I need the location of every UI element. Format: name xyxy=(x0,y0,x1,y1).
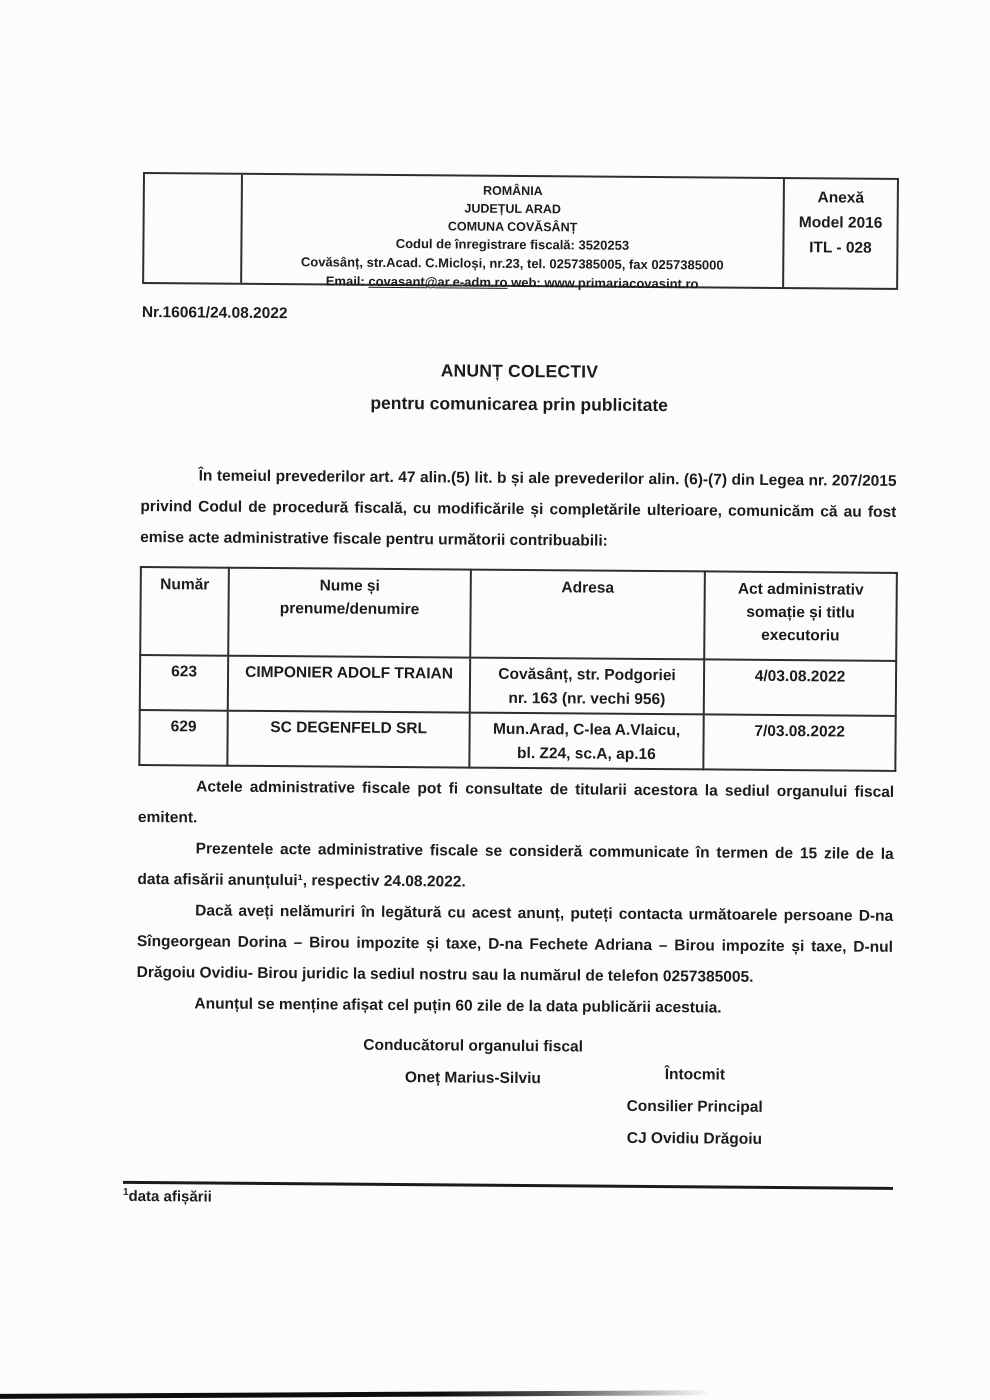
table-header-row xyxy=(140,567,897,661)
annex-code: ITL - 028 xyxy=(809,238,872,257)
table-row xyxy=(140,655,896,716)
table-header-numar: Număr xyxy=(140,567,229,656)
signature-right xyxy=(569,1058,820,1156)
table-header-nume: Nume și prenume/denumire xyxy=(228,568,471,658)
org-commune: COMUNA COVĂSÂNȚ xyxy=(447,219,578,235)
cell-act: 7/03.08.2022 xyxy=(703,714,895,771)
letterhead-empty-cell xyxy=(144,174,243,283)
cell-adresa: Mun.Arad, C-lea A.Vlaicu, bl. Z24, sc.A, ap.16 xyxy=(469,713,703,770)
signature-block xyxy=(135,1028,892,1152)
doc-number: Nr.16061/24.08.2022 xyxy=(141,303,288,323)
letterhead-org-block xyxy=(242,175,783,292)
signature-left-role: Conducătorul organului fiscal xyxy=(363,1036,584,1056)
signature-right-role: Consilier Principal xyxy=(626,1097,763,1116)
annex-box xyxy=(782,179,897,288)
paragraph-contact: Dacă aveți nelămuriri în legătură cu acest anunț, puteți contacta următoarele persoane D-na Sîngeorgean Dorina – Birou impozite și taxe, D-na Fechete Adriana – Birou impozite și taxe, D-nul Drăgoiu Ovidiu- Birou juridic la sediul nostru sau la numărul de telefon 0257385005. xyxy=(136,902,894,986)
cell-adresa: Covăsânț, str. Podgoriei nr. 163 (nr. vechi 956) xyxy=(470,658,704,715)
acts-table xyxy=(138,566,898,772)
paragraph-termen: Prezentele acte administrative fiscale se consideră communicate în termen de 15 zile de la data afisării anunțului¹, respectiv 24.08.2022. xyxy=(137,840,894,891)
footnote-text: data afișării xyxy=(128,1187,212,1206)
page-subtitle: pentru comunicarea prin publicitate xyxy=(370,392,669,416)
fiscal-code-line: Codul de înregistrare fiscală: 3520253 xyxy=(395,236,630,254)
paragraph-afisare: Anunțul se menține afișat cel puțin 60 zile de la data publicării acestuia. xyxy=(194,995,722,1017)
email-label: Email: xyxy=(325,273,365,289)
body-paragraphs xyxy=(136,771,894,1025)
letterhead-table xyxy=(142,172,899,290)
table-header-adresa: Adresa xyxy=(470,570,705,660)
signature-right-name: CJ Ovidiu Drăgoiu xyxy=(626,1129,763,1148)
signature-right-label: Întocmit xyxy=(664,1066,726,1084)
table-header-act: Act administrativ somație și titlu executoriu xyxy=(704,571,897,661)
paragraph-intro: În temeiul prevederilor art. 47 alin.(5) lit. b și ale prevederilor alin. (6)-(7) din Legea nr. 207/2015 privind Codul de procedură fiscală, cu modificările și completările ulterioare, comunicăm că au fost emise acte administrative fiscale pentru următorii contribuabili: xyxy=(140,467,897,550)
page-title: ANUNȚ COLECTIV xyxy=(440,360,599,382)
cell-nume: SC DEGENFELD SRL xyxy=(227,711,469,768)
scan-artifact-line xyxy=(0,1390,740,1398)
org-country: ROMÂNIA xyxy=(482,183,543,199)
footnote-divider xyxy=(123,1181,893,1190)
cell-numar: 623 xyxy=(140,655,228,711)
table-row xyxy=(139,710,895,771)
org-county: JUDEȚUL ARAD xyxy=(464,201,562,217)
cell-nume: CIMPONIER ADOLF TRAIAN xyxy=(228,656,470,713)
title-block xyxy=(141,358,897,418)
cell-numar: 629 xyxy=(139,710,227,766)
signature-left-name: Oneț Marius-Silviu xyxy=(404,1069,542,1088)
web-address: web: www.primariacovasint.ro xyxy=(511,274,699,292)
paragraph-consultare: Actele administrative fiscale pot fi consultate de titularii acestora la sediul organului fiscal emitent. xyxy=(137,778,895,827)
footnote-marker: 1 xyxy=(122,1186,129,1198)
footnote xyxy=(123,1187,212,1206)
address-line: Covăsânț, str.Acad. C.Micloși, nr.23, tel. 0257385005, fax 0257385000 xyxy=(300,254,724,273)
cell-act: 4/03.08.2022 xyxy=(704,659,896,716)
annex-model: Model 2016 xyxy=(798,213,883,232)
email-address: covasant@ar.e-adm.ro xyxy=(368,273,508,290)
document-content xyxy=(122,172,899,1206)
annex-label: Anexă xyxy=(817,189,865,207)
